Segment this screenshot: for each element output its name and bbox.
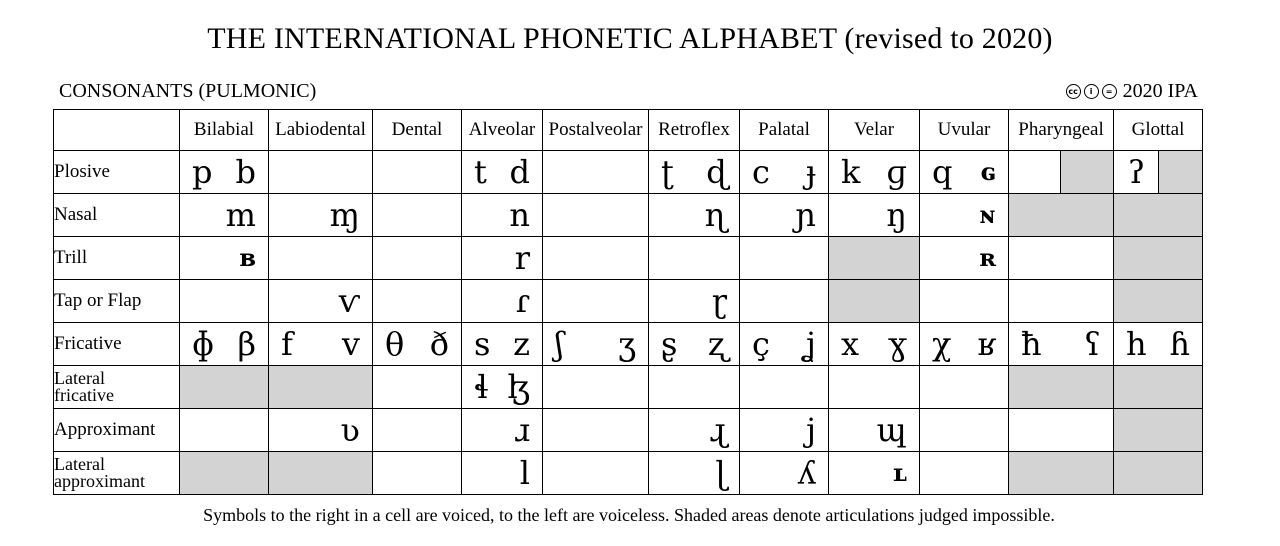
voiced-symbol: r [514, 239, 530, 277]
shaded-half [1061, 151, 1113, 193]
column-header: Retroflex [649, 110, 740, 151]
voiced-symbol: v [341, 325, 360, 363]
chart-cell [269, 323, 373, 366]
voiced-symbol: β [237, 325, 256, 363]
voiceless-symbol: ç [752, 325, 770, 363]
voiced-symbol: ɴ [978, 200, 996, 229]
chart-row [54, 452, 1203, 495]
voiceless-symbol: h [1126, 325, 1147, 363]
chart-cell [740, 280, 829, 323]
chart-row [54, 323, 1203, 366]
chart-row [54, 237, 1203, 280]
voiced-symbol: ɾ [515, 282, 530, 320]
section-subtitle: CONSONANTS (PULMONIC) [59, 80, 317, 102]
chart-cell [1114, 151, 1203, 194]
voiced-symbol: ɡ [886, 153, 907, 191]
chart-cell [829, 151, 920, 194]
row-label: Approximant [54, 409, 180, 452]
chart-cell [740, 323, 829, 366]
chart-cell [269, 194, 373, 237]
column-header: Uvular [920, 110, 1009, 151]
voiceless-symbol: f [281, 325, 293, 363]
voiceless-symbol: t [474, 153, 487, 191]
voiceless-symbol: ʃ [555, 325, 564, 363]
chart-cell [462, 366, 543, 409]
voiced-symbol: ɦ [1169, 325, 1190, 363]
voiced-symbol: ⱱ [338, 282, 360, 320]
chart-cell [180, 194, 269, 237]
shaded-half [1159, 151, 1202, 193]
chart-cell [543, 323, 649, 366]
chart-cell [649, 366, 740, 409]
chart-cell [740, 151, 829, 194]
chart-cell [829, 194, 920, 237]
chart-cell [462, 323, 543, 366]
column-header: Pharyngeal [1009, 110, 1114, 151]
chart-cell [462, 452, 543, 495]
voiceless-symbol: ʔ [1128, 153, 1146, 191]
voiced-symbol: ʁ [977, 325, 996, 363]
chart-cell [1114, 366, 1203, 409]
column-header: Postalveolar [543, 110, 649, 151]
chart-cell [180, 323, 269, 366]
chart-cell [920, 409, 1009, 452]
column-header: Palatal [740, 110, 829, 151]
chart-cell [1114, 237, 1203, 280]
voiceless-symbol: s [474, 325, 491, 363]
voiced-symbol: ʟ [892, 458, 907, 487]
chart-cell [1114, 452, 1203, 495]
chart-cell [373, 151, 462, 194]
copyright-notice [1066, 80, 1198, 103]
voiceless-symbol: p [192, 153, 213, 191]
chart-cell [180, 151, 269, 194]
voiceless-symbol: k [841, 153, 861, 191]
row-label-line: Lateral [54, 368, 105, 388]
chart-cell [1114, 194, 1203, 237]
page-title: THE INTERNATIONAL PHONETIC ALPHABET (revised to 2020) [207, 22, 1053, 55]
chart-cell [543, 237, 649, 280]
voiced-symbol: ɳ [704, 196, 727, 234]
chart-cell [1009, 280, 1114, 323]
chart-cell [649, 280, 740, 323]
chart-cell [920, 452, 1009, 495]
voiced-symbol: ʒ [617, 325, 636, 363]
chart-cell [180, 409, 269, 452]
voiced-symbol: ʕ [1083, 325, 1101, 363]
row-label [54, 452, 180, 495]
chart-cell [269, 237, 373, 280]
voiceless-symbol: x [841, 325, 860, 363]
chart-cell [462, 409, 543, 452]
voiced-symbol: ʎ [797, 454, 816, 492]
voiced-symbol: ʝ [804, 325, 816, 363]
chart-row [54, 409, 1203, 452]
voiced-symbol: ʐ [707, 325, 727, 363]
chart-cell [462, 194, 543, 237]
voiced-symbol: ɢ [980, 157, 996, 186]
chart-cell [649, 409, 740, 452]
chart-cell [649, 452, 740, 495]
chart-cell [1009, 409, 1114, 452]
row-label [54, 366, 180, 409]
voiced-symbol: ʋ [340, 411, 360, 449]
row-label-line: fricative [54, 385, 114, 405]
chart-cell [1114, 323, 1203, 366]
chart-cell [829, 366, 920, 409]
corner-cell [54, 110, 180, 151]
chart-cell [740, 194, 829, 237]
chart-row [54, 366, 1203, 409]
chart-cell [269, 409, 373, 452]
chart-cell [373, 452, 462, 495]
chart-cell [920, 151, 1009, 194]
row-label: Plosive [54, 151, 180, 194]
voiced-symbol: ɭ [715, 454, 727, 492]
chart-cell [649, 194, 740, 237]
column-header: Labiodental [269, 110, 373, 151]
chart-cell [740, 452, 829, 495]
voiced-symbol: ɻ [709, 411, 727, 449]
chart-cell [920, 194, 1009, 237]
chart-cell [829, 323, 920, 366]
voiced-symbol: ɰ [876, 411, 907, 449]
chart-cell [1009, 323, 1114, 366]
voiced-symbol: ɹ [513, 411, 530, 449]
chart-cell [829, 280, 920, 323]
chart-row [54, 151, 1203, 194]
chart-cell [373, 409, 462, 452]
chart-cell [740, 409, 829, 452]
row-label: Tap or Flap [54, 280, 180, 323]
chart-cell [740, 366, 829, 409]
chart-cell [1114, 280, 1203, 323]
column-header: Dental [373, 110, 462, 151]
voiceless-symbol: q [932, 153, 953, 191]
chart-row [54, 194, 1203, 237]
chart-cell [180, 452, 269, 495]
copyright-text: 2020 IPA [1122, 80, 1198, 102]
chart-cell [543, 280, 649, 323]
chart-cell [462, 280, 543, 323]
voiceless-symbol: ʈ [661, 153, 674, 191]
voiceless-symbol: ɬ [474, 368, 489, 406]
voiceless-symbol: ħ [1021, 325, 1042, 363]
voiced-symbol: ð [429, 325, 449, 363]
voiced-symbol: ɣ [887, 325, 907, 363]
chart-cell [649, 323, 740, 366]
voiced-symbol: ɮ [507, 368, 530, 406]
chart-cell [543, 409, 649, 452]
voiced-symbol: ʙ [239, 243, 256, 272]
voiced-symbol: l [519, 454, 530, 492]
column-header: Bilabial [180, 110, 269, 151]
chart-cell [462, 237, 543, 280]
chart-cell [829, 452, 920, 495]
row-label: Trill [54, 237, 180, 280]
voiced-symbol: ɲ [795, 196, 816, 234]
chart-body [54, 151, 1203, 495]
chart-cell [1009, 366, 1114, 409]
chart-cell [543, 366, 649, 409]
voiced-symbol: b [235, 153, 256, 191]
chart-cell [1009, 452, 1114, 495]
chart-cell [269, 366, 373, 409]
voiced-symbol: d [509, 153, 530, 191]
chart-cell [920, 366, 1009, 409]
cell-divider [1060, 151, 1061, 193]
cell-divider [1158, 151, 1159, 193]
chart-cell [373, 237, 462, 280]
chart-cell [920, 280, 1009, 323]
voiced-symbol: ŋ [886, 196, 907, 234]
chart-cell [543, 151, 649, 194]
chart-cell [269, 452, 373, 495]
row-label-line: Lateral [54, 454, 105, 474]
voiceless-symbol: c [752, 153, 770, 191]
chart-cell [373, 366, 462, 409]
voiceless-symbol: θ [385, 325, 405, 363]
chart-cell [269, 151, 373, 194]
voiced-symbol: n [509, 196, 530, 234]
voiced-symbol: m [225, 196, 256, 234]
chart-cell [829, 409, 920, 452]
voiced-symbol: ɱ [329, 196, 360, 234]
row-label: Fricative [54, 323, 180, 366]
chart-cell [649, 151, 740, 194]
voiced-symbol: j [806, 411, 816, 449]
chart-cell [462, 151, 543, 194]
chart-cell [373, 323, 462, 366]
chart-cell [920, 323, 1009, 366]
chart-cell [1009, 237, 1114, 280]
chart-cell [920, 237, 1009, 280]
chart-cell [829, 237, 920, 280]
row-label: Nasal [54, 194, 180, 237]
chart-cell [543, 194, 649, 237]
consonant-chart [53, 109, 1203, 495]
voiced-symbol: ɟ [805, 153, 816, 191]
voiced-symbol: ɽ [711, 282, 727, 320]
chart-cell [180, 280, 269, 323]
chart-row [54, 280, 1203, 323]
voiceless-symbol: ʂ [661, 325, 678, 363]
chart-cell [1009, 194, 1114, 237]
column-header: Alveolar [462, 110, 543, 151]
column-header: Glottal [1114, 110, 1203, 151]
voiced-symbol: ʀ [979, 243, 996, 272]
voiced-symbol: z [513, 325, 530, 363]
creative-commons-icon: cc i = [1066, 84, 1117, 99]
chart-cell [740, 237, 829, 280]
chart-cell [180, 366, 269, 409]
chart-cell [1114, 409, 1203, 452]
chart-cell [1009, 151, 1114, 194]
chart-cell [373, 280, 462, 323]
chart-cell [373, 194, 462, 237]
voiceless-symbol: ɸ [192, 325, 215, 363]
footnote: Symbols to the right in a cell are voiced, to the left are voiceless. Shaded areas denote articulations judged impossible. [203, 505, 1055, 525]
chart-cell [180, 237, 269, 280]
row-label-line: approximant [54, 471, 145, 491]
voiceless-symbol: χ [932, 325, 952, 363]
column-header: Velar [829, 110, 920, 151]
voiced-symbol: ɖ [706, 153, 727, 191]
chart-cell [543, 452, 649, 495]
chart-cell [649, 237, 740, 280]
chart-cell [269, 280, 373, 323]
